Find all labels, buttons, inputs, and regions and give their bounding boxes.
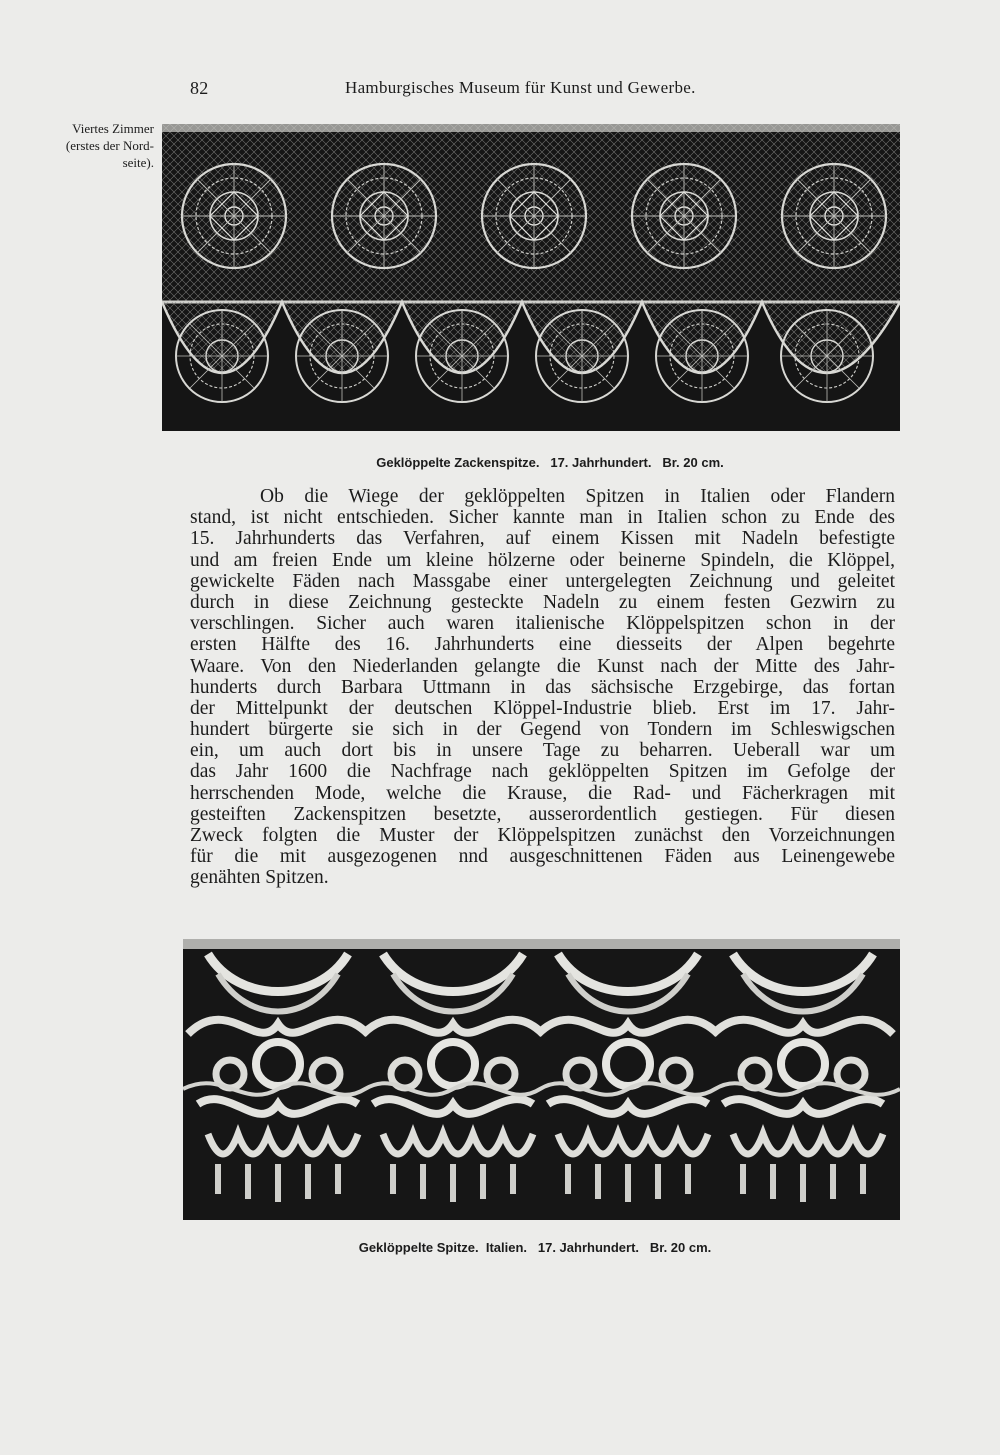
text-line: genähten Spitzen. xyxy=(190,867,329,889)
body-paragraph xyxy=(190,486,895,889)
text-line: und am freien Ende um kleine hölzerne oder beinerne Spindeln, die Klöppel, xyxy=(190,549,895,571)
page-number: 82 xyxy=(190,78,209,98)
text-line: hundert bürgerte sie sich in der Gegend von Tondern im Schleswigschen xyxy=(190,719,895,741)
lace-pattern-illustration xyxy=(183,939,900,1220)
margin-note-line: (erstes der Nord- xyxy=(65,138,154,153)
text-line: herrschenden Mode, welche die Krause, die Rad- und Fächerkragen mit xyxy=(190,782,895,804)
text-line: ein, um auch dort bis in unsere Tage zu beharren. Ueberall war um xyxy=(190,740,895,762)
margin-note-line: Viertes Zimmer xyxy=(72,121,154,136)
running-title: Hamburgisches Museum für Kunst und Gewerbe. xyxy=(345,78,696,97)
text-line: Zweck folgten die Muster der Klöppelspitzen zunächst den Vorzeichnungen xyxy=(190,825,895,846)
text-line: gewickelte Fäden nach Massgabe einer untergelegten Zeichnung und geleitet xyxy=(190,570,895,592)
text-line: durch in diese Zeichnung gesteckte Nadeln zu einem festen Gezwirn zu xyxy=(190,591,895,613)
text-line: das Jahr 1600 die Nachfrage nach geklöppelten Spitzen im Gefolge der xyxy=(190,761,895,783)
text-line: für die mit ausgezogenen nnd ausgeschnittenen Fäden aus Leinengewebe xyxy=(190,846,895,868)
lace-pattern-illustration xyxy=(162,124,900,431)
text-line: der Mittelpunkt der deutschen Klöppel-Industrie blieb. Erst im 17. Jahr- xyxy=(190,697,895,719)
text-line: hunderts durch Barbara Uttmann in das sächsische Erzgebirge, das fortan xyxy=(190,676,895,698)
text-line: ersten Hälfte des 16. Jahrhunderts eine diesseits der Alpen begehrte xyxy=(190,634,895,656)
text-line: Ob die Wiege der geklöppelten Spitzen in Italien oder Flandern xyxy=(260,486,895,507)
figure-caption: Geklöppelte Spitze. Italien. 17. Jahrhundert. Br. 20 cm. xyxy=(358,1240,712,1255)
text-line: Waare. Von den Niederlanden gelangte die Kunst nach der Mitte des Jahr- xyxy=(190,655,895,677)
text-line: 15. Jahrhunderts das Verfahren, auf einem Kissen mit Nadeln befestigte xyxy=(190,528,895,550)
figure-caption: Geklöppelte Zackenspitze. 17. Jahrhundert. Br. 20 cm. xyxy=(376,455,724,470)
text-line: gesteiften Zackenspitzen besetzte, ausserordentlich gestiegen. Für diesen xyxy=(190,803,895,825)
lace-photo-zackenspitze xyxy=(162,124,900,431)
lace-photo-italian xyxy=(183,939,900,1220)
margin-note xyxy=(36,120,154,171)
text-line: stand, ist nicht entschieden. Sicher kannte man in Italien schon zu Ende des xyxy=(190,507,895,529)
text-line: verschlingen. Sicher auch waren italienische Klöppelspitzen schon in der xyxy=(190,613,895,635)
margin-note-line: seite). xyxy=(122,155,154,170)
page-header xyxy=(190,78,750,102)
